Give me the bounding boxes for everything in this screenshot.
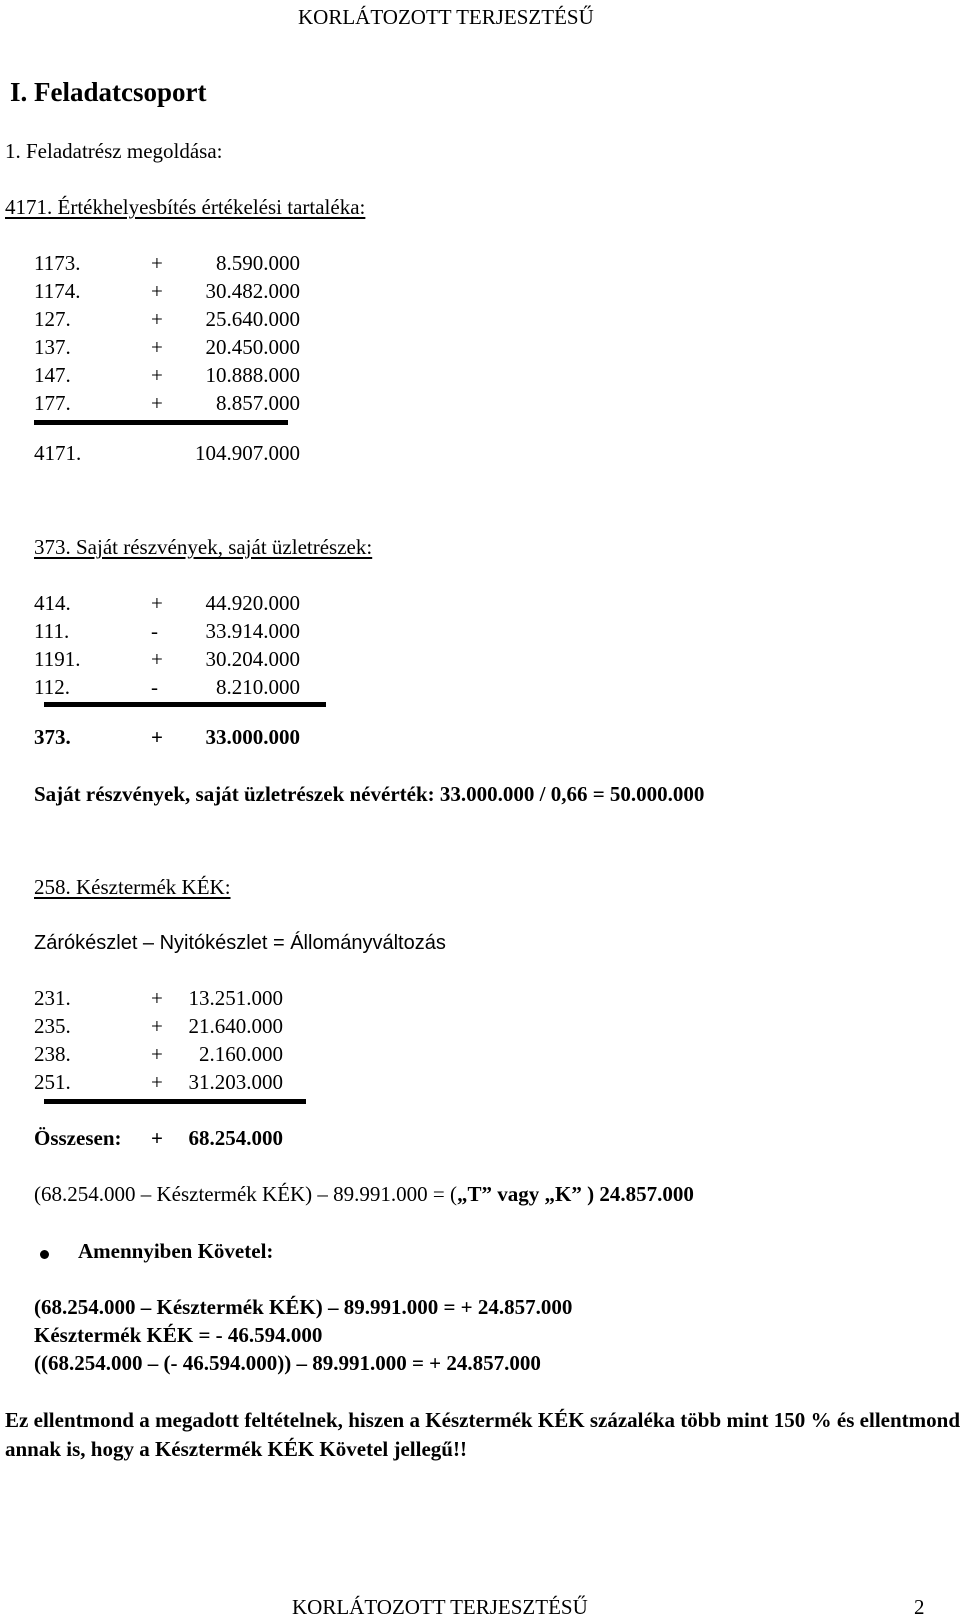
sign: + (151, 986, 163, 1010)
amount: 10.888.000 (205, 363, 300, 387)
equation-line (34, 1181, 694, 1207)
formula-line: Zárókészlet – Nyitókészlet = Állományváltozás (34, 932, 446, 954)
amount: 33.914.000 (205, 619, 300, 643)
acct: 1191. (34, 647, 81, 671)
calc-line: Késztermék KÉK = - 46.594.000 (34, 1323, 323, 1347)
amount: 30.204.000 (205, 647, 300, 671)
total-acct: 4171. (34, 441, 82, 465)
amount: 8.210.000 (216, 675, 300, 699)
sign: + (151, 251, 163, 275)
bullet-text: Amennyiben Követel: (78, 1239, 274, 1263)
equation-bold: „T” vagy „K” ) 24.857.000 (457, 1182, 694, 1206)
sign: + (151, 1014, 163, 1038)
amount: 8.590.000 (216, 251, 300, 275)
equation-normal: (68.254.000 – Késztermék KÉK) – 89.991.000 = ( (34, 1182, 458, 1206)
sign: + (151, 591, 163, 615)
acct: 1173. (34, 251, 81, 275)
sign: + (151, 391, 163, 415)
total-rule (44, 1099, 306, 1104)
amount: 44.920.000 (205, 591, 300, 615)
acct: 177. (34, 391, 71, 415)
page-number: 2 (914, 1595, 925, 1619)
acct: 235. (34, 1014, 71, 1038)
sign: + (151, 307, 163, 331)
nominal-value-line: Saját részvények, saját üzletrészek névérték: 33.000.000 / 0,66 = 50.000.000 (34, 782, 705, 806)
header-label: KORLÁTOZOTT TERJESZTÉSŰ (298, 5, 594, 29)
acct: 238. (34, 1042, 71, 1066)
page-title: I. Feladatcsoport (10, 77, 207, 107)
subtitle: 1. Feladatrész megoldása: (5, 139, 223, 163)
total-amount: 68.254.000 (188, 1126, 283, 1150)
acct: 1174. (34, 279, 81, 303)
section-4171-heading: 4171. Értékhelyesbítés értékelési tartaléka: (5, 195, 366, 219)
acct: 231. (34, 986, 71, 1010)
sign: + (151, 363, 163, 387)
sign: + (151, 1070, 163, 1094)
sign: + (151, 647, 163, 671)
sign: + (151, 279, 163, 303)
acct: 127. (34, 307, 71, 331)
total-sign: + (151, 1126, 163, 1150)
amount: 2.160.000 (199, 1042, 283, 1066)
total-sign: + (151, 725, 163, 749)
acct: 414. (34, 591, 71, 615)
bullet-icon (40, 1250, 49, 1259)
total-label: Összesen: (34, 1126, 122, 1150)
total-rule (44, 702, 326, 707)
acct: 112. (34, 675, 70, 699)
amount: 21.640.000 (188, 1014, 283, 1038)
total-rule (34, 420, 288, 425)
total-amount: 104.907.000 (195, 441, 300, 465)
amount: 31.203.000 (188, 1070, 283, 1094)
amount: 30.482.000 (205, 279, 300, 303)
acct: 251. (34, 1070, 71, 1094)
amount: 13.251.000 (188, 986, 283, 1010)
total-amount: 33.000.000 (205, 725, 300, 749)
calc-line: (68.254.000 – Késztermék KÉK) – 89.991.000 = + 24.857.000 (34, 1295, 573, 1319)
sign: + (151, 1042, 163, 1066)
sign: - (151, 675, 158, 699)
amount: 20.450.000 (205, 335, 300, 359)
amount: 25.640.000 (205, 307, 300, 331)
conclusion-paragraph: Ez ellentmond a megadott feltételnek, hiszen a Késztermék KÉK százaléka több mint 150 % és ellentmond annak is, hogy a Késztermék KÉK Követel jellegű!! (5, 1408, 960, 1461)
sign: - (151, 619, 158, 643)
section-373-heading: 373. Saját részvények, saját üzletrészek: (34, 535, 373, 559)
acct: 147. (34, 363, 71, 387)
footer-label: KORLÁTOZOTT TERJESZTÉSŰ (292, 1595, 588, 1619)
total-acct: 373. (34, 725, 71, 749)
acct: 137. (34, 335, 71, 359)
sign: + (151, 335, 163, 359)
amount: 8.857.000 (216, 391, 300, 415)
calc-line: ((68.254.000 – (- 46.594.000)) – 89.991.000 = + 24.857.000 (34, 1351, 541, 1375)
section-258-heading: 258. Késztermék KÉK: (34, 875, 231, 899)
acct: 111. (34, 619, 70, 643)
